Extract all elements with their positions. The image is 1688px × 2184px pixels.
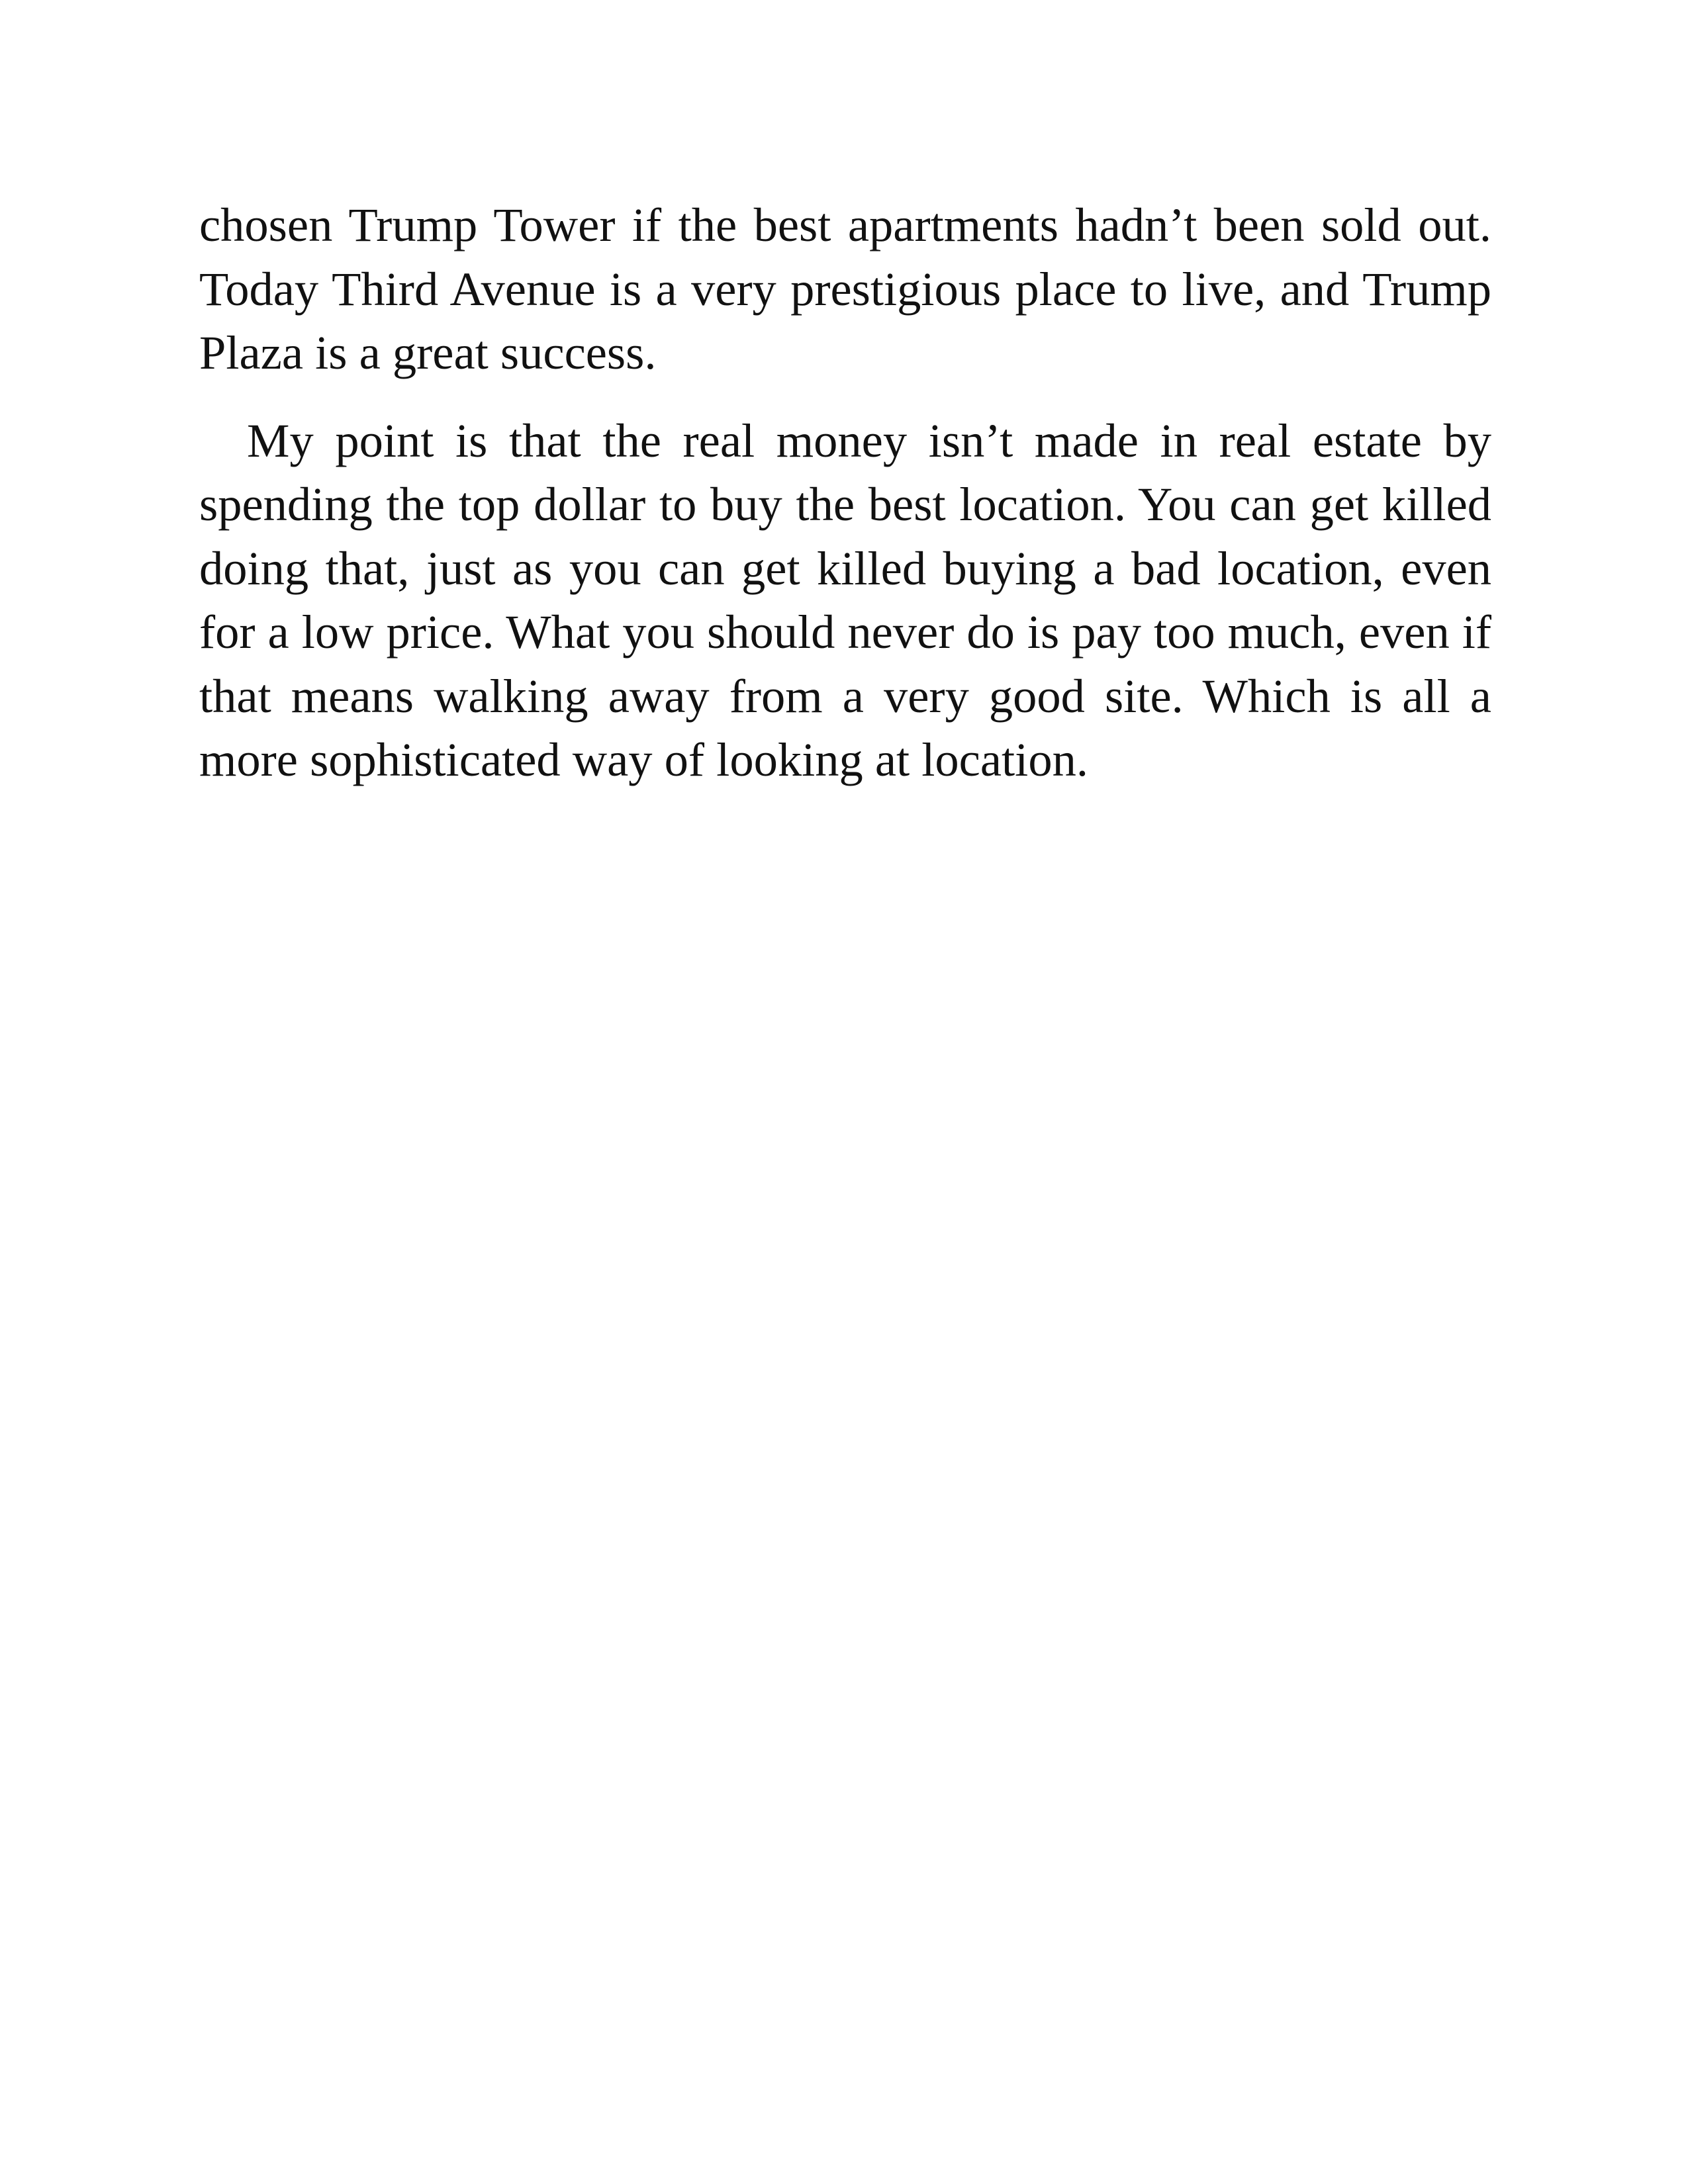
page-body [199,193,1491,792]
paragraph-location-point: My point is that the real money isn’t made in real estate by spending the top dollar to buy the best location. You can get killed doing that, just as you can get killed buying a bad location, even for a low price. What you should never do is pay too much, even if that means walking away from a very good site. Which is all a more sophisticated way of looking at location. [199,413,1491,786]
paragraph-continued: chosen Trump Tower if the best apartments hadn’t been sold out. Today Third Avenue is a very prestigious place to live, and Trump Plaza is a great success. [199,198,1491,379]
